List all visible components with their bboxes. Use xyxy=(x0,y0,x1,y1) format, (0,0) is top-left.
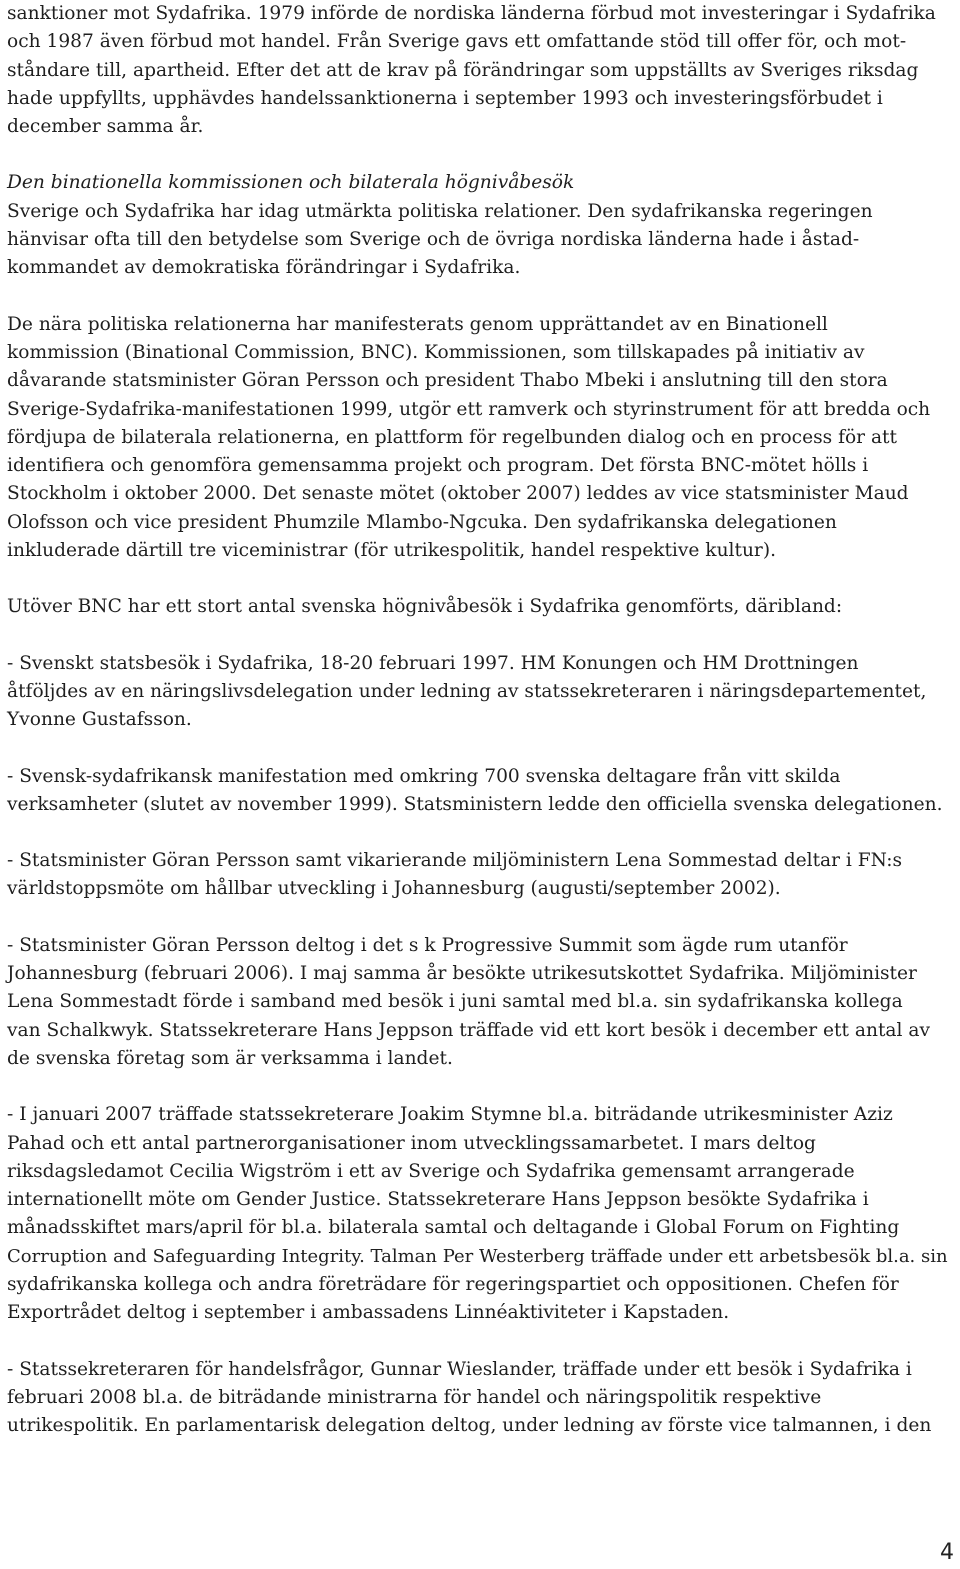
document-body xyxy=(7,0,953,1468)
text-line: hade uppfyllts, upphävdes handelssanktionerna i september 1993 och investeringsförbudet i xyxy=(7,87,883,109)
text-line: hänvisar ofta till den betydelse som Sverige och de övriga nordiska länderna hade i åstad- xyxy=(7,229,860,251)
text-line: ståndare till, apartheid. Efter det att de krav på förändringar som uppställts av Sveriges riksdag xyxy=(7,59,919,81)
text-line: kommandet av demokratiska förändringar i Sydafrika. xyxy=(7,257,521,279)
text-line: - Svensk-sydafrikansk manifestation med omkring 700 svenska deltagare från vitt skilda xyxy=(7,765,841,787)
paragraph-bnc xyxy=(7,311,953,566)
section-heading: Den binationella kommissionen och bilaterala högnivåbesök xyxy=(7,172,575,194)
paragraph-sanctions xyxy=(7,0,953,141)
text-line: Johannesburg (februari 2006). I maj samma år besökte utrikesutskottet Sydafrika. Miljöminister xyxy=(7,963,917,985)
text-line: februari 2008 bl.a. de biträdande ministrarna för handel och näringspolitik respektive xyxy=(7,1386,822,1408)
text-line: inkluderade därtill tre viceministrar (för utrikespolitik, handel respektive kultur). xyxy=(7,540,776,562)
text-line: sydafrikanska kollega och andra företrädare för regeringspartiet och oppositionen. Chefen för xyxy=(7,1273,899,1295)
text-line: riksdagsledamot Cecilia Wigström i ett av Sverige och Sydafrika gemensamt arrangerade xyxy=(7,1160,855,1182)
text-line: utrikespolitik. En parlamentarisk delegation deltog, under ledning av förste vice talmannen, i den xyxy=(7,1415,932,1437)
text-line: - Statsminister Göran Persson deltog i det s k Progressive Summit som ägde rum utanför xyxy=(7,934,848,956)
paragraph-visit-2006 xyxy=(7,932,953,1073)
text-line: - Statsminister Göran Persson samt vikarierande miljöministern Lena Sommestad deltar i FN:s xyxy=(7,850,903,872)
text-line: Utöver BNC har ett stort antal svenska högnivåbesök i Sydafrika genomförts, däribland: xyxy=(7,596,843,618)
text-line: december samma år. xyxy=(7,116,204,138)
text-line: Lena Sommestadt förde i samband med besök i juni samtal med bl.a. sin sydafrikanska kollega xyxy=(7,991,903,1013)
text-line: Olofsson och vice president Phumzile Mlambo-Ngcuka. Den sydafrikanska delegationen xyxy=(7,511,837,533)
page-number: 4 xyxy=(940,1540,954,1565)
paragraph-visit-2008 xyxy=(7,1356,953,1441)
paragraph-visits-intro xyxy=(7,593,953,621)
text-line: De nära politiska relationerna har manifesterats genom upprättandet av en Binationell xyxy=(7,313,828,335)
paragraph-visit-1999 xyxy=(7,763,953,820)
paragraph-visit-2007 xyxy=(7,1101,953,1327)
text-line: sanktioner mot Sydafrika. 1979 införde de nordiska länderna förbud mot investeringar i Sydafrika xyxy=(7,3,936,24)
text-line: Stockholm i oktober 2000. Det senaste mötet (oktober 2007) leddes av vice statsminister Maud xyxy=(7,483,909,505)
text-line: Corruption and Safeguarding Integrity. Talman Per Westerberg träffade under ett arbetsbesök bl.a. sin xyxy=(7,1245,948,1267)
text-line: Sverige-Sydafrika-manifestationen 1999, utgör ett ramverk och styrinstrument för att bredda och xyxy=(7,398,931,420)
paragraph-visit-2002 xyxy=(7,847,953,904)
text-line: Yvonne Gustafsson. xyxy=(7,709,192,731)
text-line: Sverige och Sydafrika har idag utmärkta politiska relationer. Den sydafrikanska regeringen xyxy=(7,200,873,222)
text-line: Exportrådet deltog i september i ambassadens Linnéaktiviteter i Kapstaden. xyxy=(7,1302,730,1324)
paragraph-visit-1997 xyxy=(7,650,953,735)
text-line: - I januari 2007 träffade statssekreterare Joakim Stymne bl.a. biträdande utrikesminister Aziz xyxy=(7,1104,893,1126)
text-line: kommission (Binational Commission, BNC). Kommissionen, som tillskapades på initiativ av xyxy=(7,341,865,363)
text-line: internationellt möte om Gender Justice. Statssekreterare Hans Jeppson besökte Sydafrika i xyxy=(7,1189,869,1211)
text-line: världstoppsmöte om hållbar utveckling i Johannesburg (augusti/september 2002). xyxy=(7,878,781,900)
text-line: verksamheter (slutet av november 1999). Statsministern ledde den officiella svenska delegationen. xyxy=(7,793,943,815)
text-line: Pahad och ett antal partnerorganisationer inom utvecklingssamarbetet. I mars deltog xyxy=(7,1132,816,1154)
text-line: och 1987 även förbud mot handel. Från Sverige gavs ett omfattande stöd till offer för, och mot- xyxy=(7,31,907,53)
text-line: identifiera och genomföra gemensamma projekt och program. Det första BNC-mötet hölls i xyxy=(7,455,869,477)
text-line: de svenska företag som är verksamma i landet. xyxy=(7,1047,453,1069)
text-line: - Statssekreteraren för handelsfrågor, Gunnar Wieslander, träffade under ett besök i Sydafrika i xyxy=(7,1358,912,1380)
text-line: åtföljdes av en näringslivsdelegation under ledning av statssekreteraren i näringsdepartementet, xyxy=(7,680,927,702)
text-line: fördjupa de bilaterala relationerna, en plattform för regelbunden dialog och en process för att xyxy=(7,426,897,448)
paragraph-relations xyxy=(7,169,953,282)
text-line: - Svenskt statsbesök i Sydafrika, 18-20 februari 1997. HM Konungen och HM Drottningen xyxy=(7,652,859,674)
text-line: dåvarande statsminister Göran Persson och president Thabo Mbeki i anslutning till den stora xyxy=(7,370,888,392)
text-line: van Schalkwyk. Statssekreterare Hans Jeppson träffade vid ett kort besök i december ett antal av xyxy=(7,1019,930,1041)
text-line: månadsskiftet mars/april för bl.a. bilaterala samtal och deltagande i Global Forum on Fighting xyxy=(7,1217,900,1239)
